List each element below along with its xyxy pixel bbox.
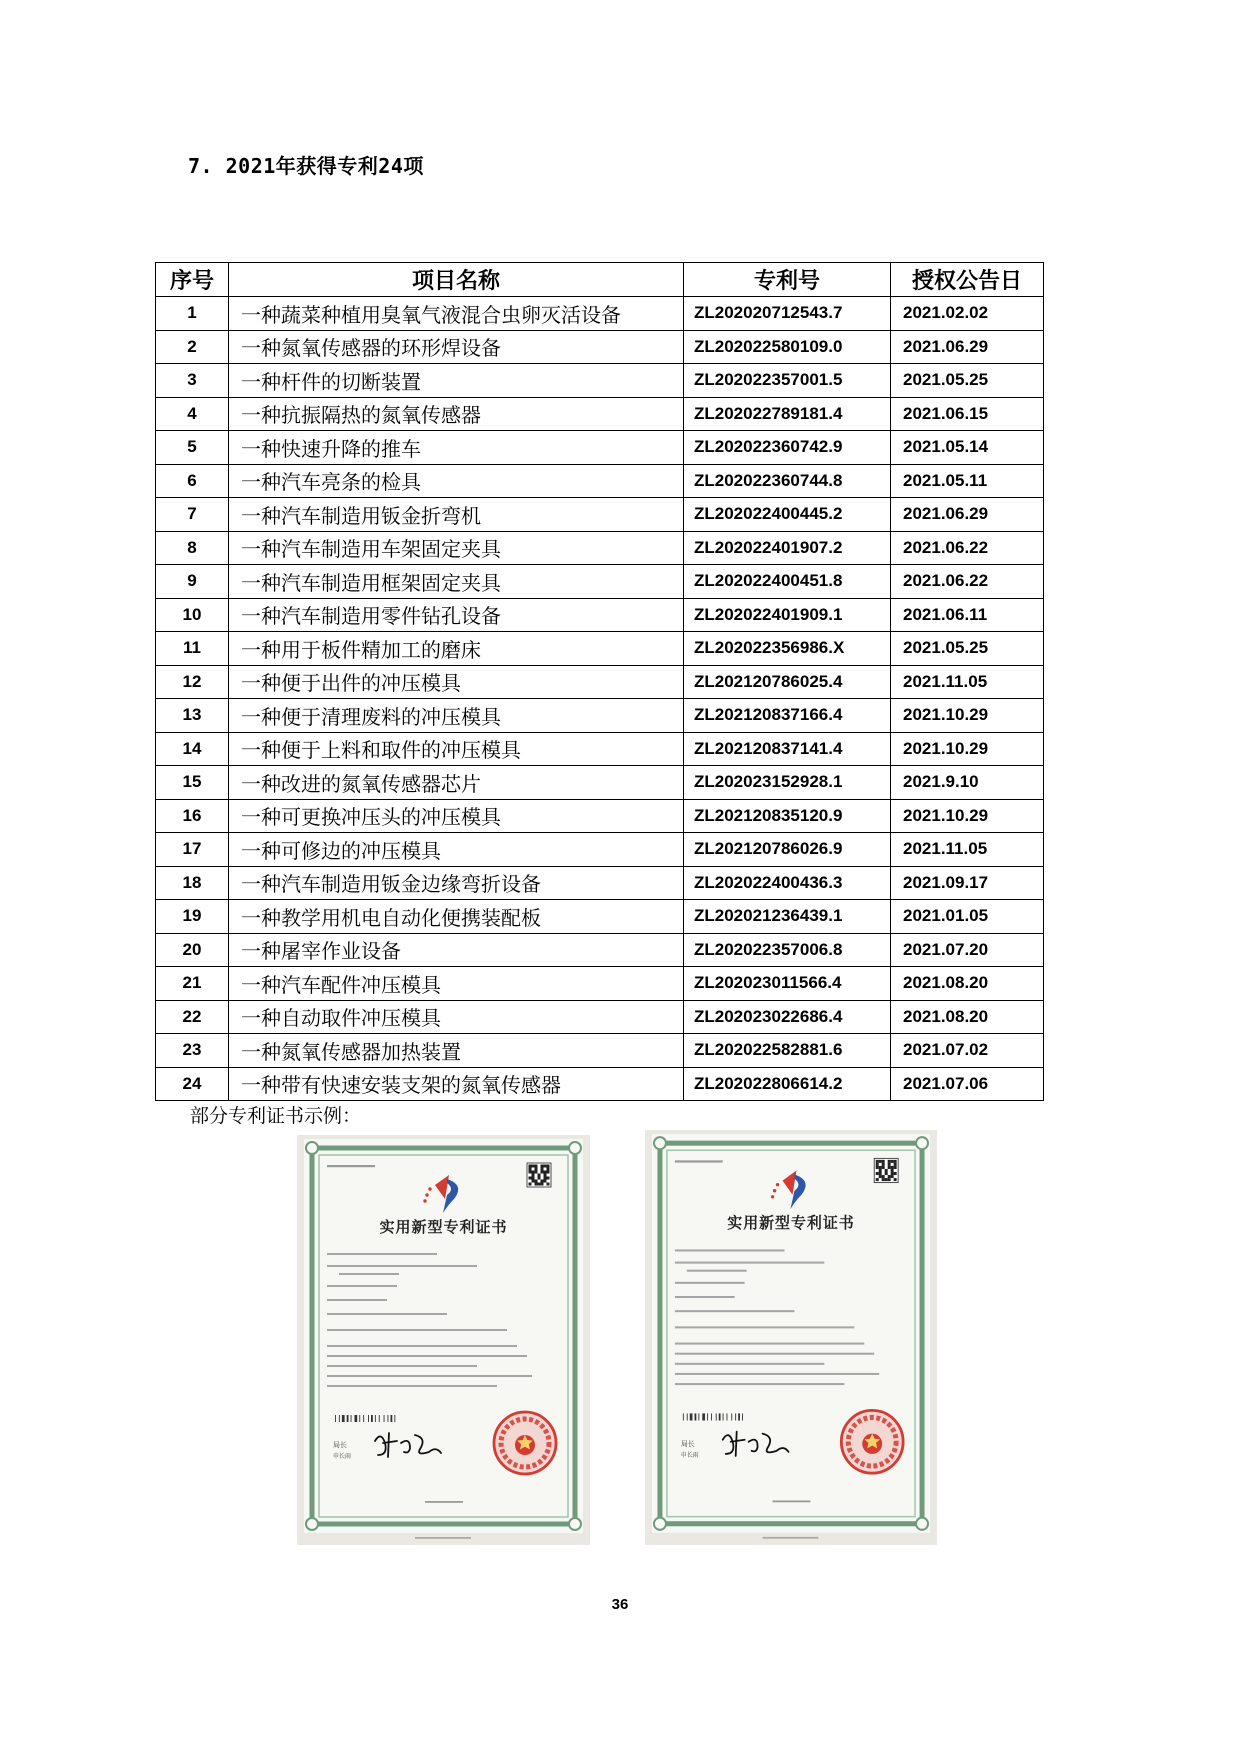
grant-date: 2021.07.20 bbox=[891, 933, 1044, 967]
table-row bbox=[156, 1034, 1044, 1068]
patent-name: 一种汽车制造用车架固定夹具 bbox=[229, 531, 684, 565]
table-header-row bbox=[156, 263, 1044, 297]
patent-number: ZL202120786026.9 bbox=[684, 833, 891, 867]
director-name: 申长雨 bbox=[333, 1454, 352, 1460]
patent-number: ZL202021236439.1 bbox=[684, 900, 891, 934]
table-row bbox=[156, 699, 1044, 733]
patent-number: ZL202120835120.9 bbox=[684, 799, 891, 833]
certificate-number-line bbox=[327, 1165, 375, 1167]
patent-number: ZL202022357006.8 bbox=[684, 933, 891, 967]
patent-name: 一种氮氧传感器的环形焊设备 bbox=[229, 330, 684, 364]
row-number: 2 bbox=[156, 330, 229, 364]
patent-name: 一种屠宰作业设备 bbox=[229, 933, 684, 967]
grant-date: 2021.10.29 bbox=[891, 799, 1044, 833]
grant-date: 2021.06.29 bbox=[891, 498, 1044, 532]
patent-name: 一种汽车亮条的检具 bbox=[229, 464, 684, 498]
table-row bbox=[156, 397, 1044, 431]
grant-date: 2021.08.20 bbox=[891, 1000, 1044, 1034]
grant-date: 2021.07.06 bbox=[891, 1067, 1044, 1101]
patent-number: ZL202022401907.2 bbox=[684, 531, 891, 565]
patents-table bbox=[155, 262, 1044, 1101]
patent-number: ZL202022400451.8 bbox=[684, 565, 891, 599]
certificate-paper bbox=[304, 1139, 583, 1533]
table-row bbox=[156, 732, 1044, 766]
row-number: 12 bbox=[156, 665, 229, 699]
table-row bbox=[156, 967, 1044, 1001]
table-row bbox=[156, 1067, 1044, 1101]
row-number: 21 bbox=[156, 967, 229, 1001]
patent-name: 一种便于出件的冲压模具 bbox=[229, 665, 684, 699]
grant-date: 2021.06.22 bbox=[891, 565, 1044, 599]
table-row bbox=[156, 531, 1044, 565]
online-query-line bbox=[763, 1537, 819, 1539]
table-row bbox=[156, 632, 1044, 666]
table-row bbox=[156, 330, 1044, 364]
table-row bbox=[156, 665, 1044, 699]
grant-date: 2021.06.15 bbox=[891, 397, 1044, 431]
director-label: 局长 bbox=[333, 1441, 347, 1449]
grant-date: 2021.06.11 bbox=[891, 598, 1044, 632]
row-number: 17 bbox=[156, 833, 229, 867]
row-number: 16 bbox=[156, 799, 229, 833]
certificate-image-1 bbox=[297, 1135, 590, 1545]
patent-number: ZL202022356986.X bbox=[684, 632, 891, 666]
patent-number: ZL202022582881.6 bbox=[684, 1034, 891, 1068]
grant-date: 2021.05.14 bbox=[891, 431, 1044, 465]
patent-name: 一种氮氧传感器加热装置 bbox=[229, 1034, 684, 1068]
patent-number: ZL202120837166.4 bbox=[684, 699, 891, 733]
patent-number: ZL202020712543.7 bbox=[684, 297, 891, 331]
row-number: 7 bbox=[156, 498, 229, 532]
row-number: 19 bbox=[156, 900, 229, 934]
grant-date: 2021.05.11 bbox=[891, 464, 1044, 498]
row-number: 20 bbox=[156, 933, 229, 967]
row-number: 9 bbox=[156, 565, 229, 599]
row-number: 6 bbox=[156, 464, 229, 498]
grant-date: 2021.11.05 bbox=[891, 665, 1044, 699]
patent-number: ZL202022806614.2 bbox=[684, 1067, 891, 1101]
certificate-title: 实用新型专利证书 bbox=[379, 1220, 508, 1236]
patent-name: 一种汽车制造用零件钻孔设备 bbox=[229, 598, 684, 632]
patent-name: 一种便于清理废料的冲压模具 bbox=[229, 699, 684, 733]
row-number: 8 bbox=[156, 531, 229, 565]
header-no: 序号 bbox=[156, 263, 229, 297]
patent-number: ZL202120786025.4 bbox=[684, 665, 891, 699]
patent-number: ZL202023022686.4 bbox=[684, 1000, 891, 1034]
table-row bbox=[156, 866, 1044, 900]
table-row bbox=[156, 297, 1044, 331]
row-number: 18 bbox=[156, 866, 229, 900]
row-number: 15 bbox=[156, 766, 229, 800]
patent-name: 一种快速升降的推车 bbox=[229, 431, 684, 465]
grant-date: 2021.10.29 bbox=[891, 732, 1044, 766]
table-row bbox=[156, 933, 1044, 967]
section-heading: 7. 2021年获得专利24项 bbox=[188, 154, 424, 178]
grant-date: 2021.05.25 bbox=[891, 364, 1044, 398]
table-row bbox=[156, 364, 1044, 398]
patent-name: 一种自动取件冲压模具 bbox=[229, 1000, 684, 1034]
header-name: 项目名称 bbox=[229, 263, 684, 297]
patent-number: ZL202022357001.5 bbox=[684, 364, 891, 398]
patent-number: ZL202022580109.0 bbox=[684, 330, 891, 364]
row-number: 13 bbox=[156, 699, 229, 733]
online-query-line bbox=[415, 1537, 471, 1539]
table-row bbox=[156, 598, 1044, 632]
table-row bbox=[156, 1000, 1044, 1034]
grant-date: 2021.05.25 bbox=[891, 632, 1044, 666]
grant-date: 2021.01.05 bbox=[891, 900, 1044, 934]
patent-number: ZL202023152928.1 bbox=[684, 766, 891, 800]
patent-number: ZL202022401909.1 bbox=[684, 598, 891, 632]
row-number: 10 bbox=[156, 598, 229, 632]
seal-icon bbox=[494, 1412, 556, 1474]
patent-name: 一种汽车制造用钣金边缘弯折设备 bbox=[229, 866, 684, 900]
patent-name: 一种带有快速安装支架的氮氧传感器 bbox=[229, 1067, 684, 1101]
patent-name: 一种可修边的冲压模具 bbox=[229, 833, 684, 867]
certificate-paper bbox=[652, 1134, 930, 1533]
patent-number: ZL202022360744.8 bbox=[684, 464, 891, 498]
grant-date: 2021.08.20 bbox=[891, 967, 1044, 1001]
row-number: 11 bbox=[156, 632, 229, 666]
patent-number: ZL202022400445.2 bbox=[684, 498, 891, 532]
row-number: 23 bbox=[156, 1034, 229, 1068]
patent-name: 一种可更换冲压头的冲压模具 bbox=[229, 799, 684, 833]
table-row bbox=[156, 766, 1044, 800]
table-row bbox=[156, 464, 1044, 498]
table-row bbox=[156, 498, 1044, 532]
grant-date: 2021.10.29 bbox=[891, 699, 1044, 733]
patent-name: 一种汽车制造用框架固定夹具 bbox=[229, 565, 684, 599]
grant-date: 2021.06.22 bbox=[891, 531, 1044, 565]
row-number: 3 bbox=[156, 364, 229, 398]
certificate-title: 实用新型专利证书 bbox=[727, 1216, 855, 1233]
table-row bbox=[156, 565, 1044, 599]
table-row bbox=[156, 431, 1044, 465]
table-row bbox=[156, 799, 1044, 833]
grant-date: 2021.06.29 bbox=[891, 330, 1044, 364]
table-row bbox=[156, 900, 1044, 934]
patent-number: ZL202022360742.9 bbox=[684, 431, 891, 465]
patent-name: 一种改进的氮氧传感器芯片 bbox=[229, 766, 684, 800]
row-number: 4 bbox=[156, 397, 229, 431]
patent-name: 一种用于板件精加工的磨床 bbox=[229, 632, 684, 666]
grant-date: 2021.07.02 bbox=[891, 1034, 1044, 1068]
patent-number: ZL202023011566.4 bbox=[684, 967, 891, 1001]
qr-code-icon bbox=[527, 1163, 551, 1187]
row-number: 1 bbox=[156, 297, 229, 331]
row-number: 22 bbox=[156, 1000, 229, 1034]
patent-name: 一种汽车配件冲压模具 bbox=[229, 967, 684, 1001]
patent-name: 一种教学用机电自动化便携装配板 bbox=[229, 900, 684, 934]
row-number: 5 bbox=[156, 431, 229, 465]
header-patent: 专利号 bbox=[684, 263, 891, 297]
patent-name: 一种汽车制造用钣金折弯机 bbox=[229, 498, 684, 532]
row-number: 24 bbox=[156, 1067, 229, 1101]
grant-date: 2021.9.10 bbox=[891, 766, 1044, 800]
table-body bbox=[156, 297, 1044, 1101]
patent-name: 一种杆件的切断装置 bbox=[229, 364, 684, 398]
patent-name: 一种抗振隔热的氮氧传感器 bbox=[229, 397, 684, 431]
certificate-image-2 bbox=[645, 1130, 937, 1545]
table-row bbox=[156, 833, 1044, 867]
grant-date: 2021.11.05 bbox=[891, 833, 1044, 867]
page-number: 36 bbox=[611, 1596, 629, 1613]
grant-date: 2021.02.02 bbox=[891, 297, 1044, 331]
patent-number: ZL202120837141.4 bbox=[684, 732, 891, 766]
patent-name: 一种蔬菜种植用臭氧气液混合虫卵灭活设备 bbox=[229, 297, 684, 331]
director-label: 局长 bbox=[680, 1439, 695, 1448]
header-date: 授权公告日 bbox=[891, 263, 1044, 297]
seal-icon bbox=[841, 1410, 903, 1473]
director-name: 申长雨 bbox=[680, 1452, 699, 1459]
page-count-line bbox=[425, 1501, 463, 1503]
patent-number: ZL202022400436.3 bbox=[684, 866, 891, 900]
qr-code-icon bbox=[874, 1158, 898, 1182]
certificate-caption: 部分专利证书示例： bbox=[190, 1106, 362, 1127]
grant-date: 2021.09.17 bbox=[891, 866, 1044, 900]
page-count-line bbox=[773, 1500, 811, 1502]
certificate-number-line bbox=[675, 1160, 723, 1162]
patent-number: ZL202022789181.4 bbox=[684, 397, 891, 431]
row-number: 14 bbox=[156, 732, 229, 766]
patent-name: 一种便于上料和取件的冲压模具 bbox=[229, 732, 684, 766]
